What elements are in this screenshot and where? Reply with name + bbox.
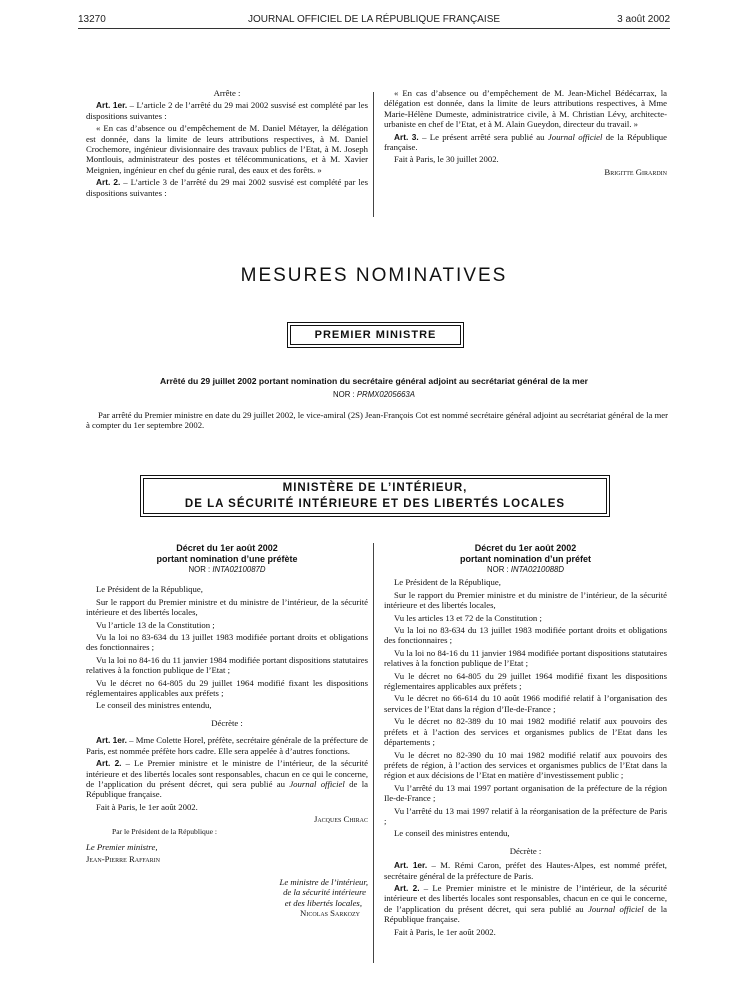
ministere-label — [143, 478, 607, 514]
right-p2: Sur le rapport du Premier ministre et du ministre de l’intérieur, de la sécurité intérieure et des libertés locales, — [384, 589, 667, 611]
premier-ministre-box — [287, 322, 464, 348]
left-fait: Fait à Paris, le 1er août 2002. — [96, 801, 198, 812]
right-article-2: Art. 2. – Le Premier ministre et le ministre de l’intérieur, de la sécurité intérieure et des libertés locales sont responsables, chacun en ce qui le concerne, de l’application du présent décret, qui sera publié au Journal officiel de la République française. — [384, 882, 668, 925]
left-article-2: Art. 2. – Le Premier ministre et le ministre de l’intérieur, de la sécurité intérieure et des libertés locales sont responsables, chacun en ce qui le concerne, de l’application du présent décret, qui sera publié au Journal officiel de la République française. — [86, 758, 369, 800]
section-title: MESURES NOMINATIVES — [240, 265, 508, 286]
right-p9: Vu le décret no 82-390 du 10 mai 1982 modifié relatif aux pouvoirs des préfets de région, à l’action des services et organismes publics de l’Etat dans la région et aux décisions de l’Etat en matière d’investissement public ; — [384, 749, 667, 781]
minister-name: Nicolas Sarkozy — [300, 907, 360, 918]
left-decree — [86, 543, 368, 918]
left-decree-title-1: Décret du 1er août 2002 — [176, 543, 278, 553]
minister-line-2: de la sécurité intérieure — [283, 887, 366, 898]
arrete-label: Arrête : — [213, 88, 241, 98]
quote-2: « En cas d’absence ou d’empêchement de M. Jean-Michel Bédécarrax, la délégation est donnée, dans la limite de leurs attributions respectives, à Mme Marie-Hélène Dumeste, administratrice civile, à M. Christian Lévy, architecte-urbaniste en chef de l’Etat, et à M. Alain Gueydon, directeur du travail. » — [384, 88, 667, 130]
issue-date: 3 août 2002 — [617, 14, 670, 25]
par-president: Par le Président de la République : — [112, 826, 218, 836]
top-left-column — [86, 88, 368, 200]
column-divider-bottom — [373, 543, 374, 963]
article-3: Art. 3. – Le présent arrêté sera publié au Journal officiel de la République française. — [384, 131, 667, 153]
right-p10: Vu l’arrêté du 13 mai 1997 portant organisation de la préfecture de la région Ile-de-France ; — [384, 782, 667, 804]
left-decree-title-2: portant nomination d’une préfète — [156, 553, 298, 564]
header-rule — [78, 28, 670, 29]
left-article-1: Art. 1er. – Mme Colette Horel, préfète, secrétaire générale de la préfecture de Paris, est nommée préfète hors cadre. Elle sera appelée à d’autres fonctions. — [86, 735, 368, 756]
right-p1: Le Président de la République, — [394, 577, 501, 588]
left-p3: Vu l’article 13 de la Constitution ; — [96, 619, 215, 630]
arrete-body: Par arrêté du Premier ministre en date du 29 juillet 2002, le vice-amiral (2S) Jean-François Cot est nommé secrétaire général adjoint au secrétariat général de la mer à compter du 1er septembre 2002. — [86, 410, 669, 431]
left-p4: Vu la loi no 83-634 du 13 juillet 1983 modifiée portant droits et obligations des fonctionnaires ; — [86, 632, 368, 653]
right-p6: Vu le décret no 64-805 du 29 juillet 1964 modifié fixant les dispositions réglementaires applicables aux préfets ; — [384, 670, 667, 692]
left-p7: Le conseil des ministres entendu, — [96, 700, 212, 711]
column-divider-top — [373, 92, 374, 217]
left-p5: Vu la loi no 84-16 du 11 janvier 1984 modifiée portant dispositions statutaires relatives à la fonction publique de l’Etat ; — [86, 654, 368, 676]
president-signature: Jacques Chirac — [313, 814, 368, 825]
minister-line-1: Le ministre de l’intérieur, — [279, 876, 368, 887]
left-p1: Le Président de la République, — [96, 584, 203, 595]
right-decree-nor: NOR : INTA0210088D — [487, 565, 564, 574]
arrete-title: Arrêté du 29 juillet 2002 portant nomination du secrétaire général adjoint au secrétariat général de la mer — [160, 376, 588, 386]
right-decrete: Décrète : — [509, 845, 542, 856]
right-p4: Vu la loi no 83-634 du 13 juillet 1983 modifiée portant droits et obligations des fonctionnaires ; — [384, 625, 667, 646]
ministere-box — [140, 475, 610, 517]
right-article-1: Art. 1er. – M. Rémi Caron, préfet des Hautes-Alpes, est nommé préfet, secrétaire général de la préfecture de Paris. — [384, 860, 667, 881]
left-decrete: Décrète : — [211, 717, 243, 728]
right-fait: Fait à Paris, le 1er août 2002. — [394, 926, 496, 937]
fait-date: Fait à Paris, le 30 juillet 2002. — [394, 154, 499, 165]
right-p11: Vu l’arrêté du 13 mai 1997 relatif à la réorganisation de la préfecture de Paris ; — [384, 805, 667, 826]
right-p12: Le conseil des ministres entendu, — [394, 828, 510, 839]
pm-title: Le Premier ministre, — [86, 841, 158, 852]
minister-line-3: et des libertés locales, — [284, 897, 362, 908]
ministere-line-1: MINISTÈRE DE L’INTÉRIEUR, — [282, 482, 468, 494]
arrete-nor: NOR : PRMX0205663A — [333, 390, 415, 399]
right-p5: Vu la loi no 84-16 du 11 janvier 1984 modifiée portant dispositions statutaires relatives à la fonction publique de l’Etat ; — [384, 647, 667, 669]
right-decree — [384, 543, 667, 939]
journal-title: JOURNAL OFFICIEL DE LA RÉPUBLIQUE FRANÇAISE — [247, 14, 501, 25]
ministere-line-2: DE LA SÉCURITÉ INTÉRIEURE ET DES LIBERTÉS LOCALES — [184, 498, 566, 510]
left-decree-nor: NOR : INTA0210087D — [188, 565, 266, 574]
right-decree-title-1: Décret du 1er août 2002 — [474, 543, 577, 553]
right-p3: Vu les articles 13 et 72 de la Constitution ; — [394, 612, 542, 623]
quote-1: « En cas d’absence ou d’empêchement de M. Daniel Métayer, la délégation est donnée, dans la limite de leurs attributions respectives, à M. Daniel Crochemore, ingénieur divisionnaire des travaux publics de l’Etat, à M. Joseph Montlouis, administrateur des postes et télécommunications, et à M. Xavier Meignien, ingénieur en chef du génie rural, des eaux et des forêts. » — [86, 123, 368, 175]
left-p6: Vu le décret no 64-805 du 29 juillet 1964 modifié fixant les dispositions réglementaires applicables aux préfets ; — [86, 677, 368, 699]
left-p2: Sur le rapport du Premier ministre et du ministre de l’intérieur, de la sécurité intérieure et des libertés locales, — [86, 596, 368, 618]
article-2: Art. 2. – L’article 3 de l’arrêté du 29 mai 2002 susvisé est complété par les dispositions suivantes : — [86, 177, 368, 198]
right-p8: Vu le décret no 82-389 du 10 mai 1982 modifié relatif aux pouvoirs des préfets et à l’action des services et organismes publics de l’Etat dans les départements ; — [384, 716, 667, 748]
right-decree-title-2: portant nomination d’un préfet — [460, 553, 591, 564]
page-number: 13270 — [78, 14, 106, 25]
right-p7: Vu le décret no 66-614 du 10 août 1966 modifié relatif à l’organisation des services de l’Etat dans la région d’Ile-de-France ; — [384, 693, 667, 714]
pm-name: Jean-Pierre Raffarin — [86, 854, 160, 865]
top-right-column — [384, 88, 667, 179]
premier-ministre-label: PREMIER MINISTRE — [290, 325, 461, 345]
signature-girardin: Brigitte Girardin — [604, 166, 667, 177]
article-1: Art. 1er. – L’article 2 de l’arrêté du 29 mai 2002 susvisé est complété par les dispositions suivantes : — [86, 100, 368, 121]
